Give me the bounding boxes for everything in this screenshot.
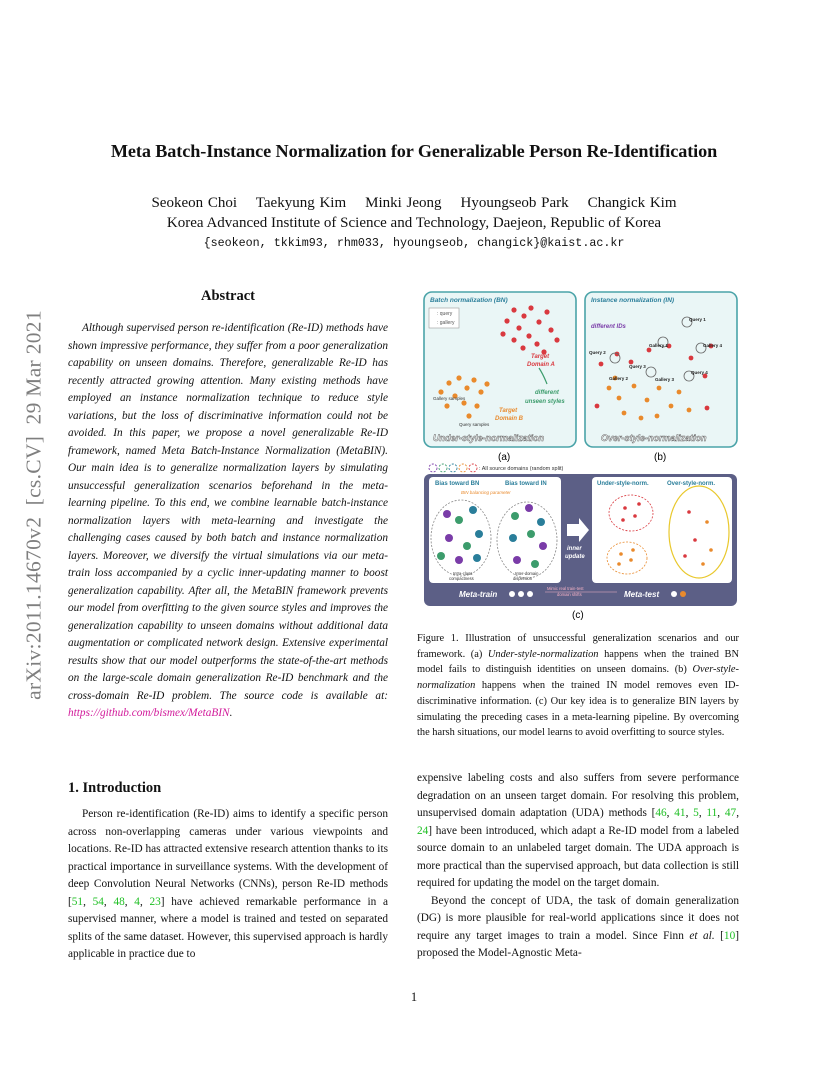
citation[interactable]: 11 (706, 807, 718, 819)
subfigure-b-label: (b) (654, 452, 667, 463)
citation[interactable]: 51 (71, 895, 84, 908)
citation[interactable]: 48 (113, 895, 125, 908)
over-norm-label: Over-style-norm. (667, 481, 716, 487)
inter-domain-label: Inter-domain (515, 571, 539, 576)
subfigure-c-label: (c) (572, 610, 584, 621)
caption-text-c: happens when the trained IN model removes even ID-discriminative information. (c) Our key idea is to generalize BIN layers by simulating the preceding cases in a meta-learning pipeline. By overcoming the harsh situations, our model learns to avoid overfitting to source styles. (417, 680, 739, 739)
target-b-label-2: Domain B (495, 416, 524, 422)
meta-train-label: Meta-train (459, 590, 498, 599)
query-samples-label: Query samples (459, 422, 490, 427)
query-1-label: Query 1 (689, 317, 706, 322)
target-a-label: Target (531, 354, 550, 360)
right-text-b: ] have been introduced, which adapt a Re-ID model from a labeled source domain to an unlabeled target domain. The UDA approach is more practical than the supervised approach, but data collection is still required for updating the model on the target domain. (417, 824, 739, 889)
query-3-label: Query 3 (629, 364, 646, 369)
update-label: update (565, 554, 585, 560)
caption-text-b: happens when the trained BN model fails to distinguish identities on unseen domains. (b) (417, 648, 739, 676)
arxiv-id: arXiv:2011.14670v2 [cs.CV] 29 Mar 2021 (21, 310, 46, 700)
citation[interactable]: 23 (149, 895, 161, 908)
abstract-body: Although supervised person re-identification (Re-ID) methods have shown impressive performance, they suffer from a poor generalization capability on unseen domains. Therefore, generalizable Re-ID has recently attracted growing attention. Many existing methods have employed an instance normalization technique to reduce style variations, but the loss of discriminative information could not be avoided. In this paper, we propose a novel generalizable Re-ID framework, named Meta Batch-Instance Normalization (MetaBIN). Our main idea is to generalize normalization layers by simulating unsuccessful generalization scenarios beforehand in the meta-learning pipeline. To this end, we combine learnable batch-instance normalization layers with meta-learning and investigate the challenging cases caused by both batch and instance normalization layers. Moreover, we diversify the virtual simulations via our meta-train loss accompanied by a cyclic inner-updating manner to boost generalization capability. After all, the MetaBIN framework prevents our model from overfitting to the given source styles and improves the generalization capability to unseen domains without additional data augmentation or complicated network design. Extensive experimental results show that our model outperforms the state-of-the-art methods on the large-scale domain generalization Re-ID benchmark and the cross-domain Re-ID problem. The source code is available at: https://github.com/bismex/MetaBIN. (68, 322, 388, 719)
mimic-label: Mimic real train-test (547, 586, 584, 591)
subfigure-a-label: (a) (498, 452, 511, 463)
query-2-label: Query 2 (589, 350, 606, 355)
different-ids-label: different IDs (591, 324, 626, 330)
under-normalization-label: Under-style-normalization (433, 433, 545, 443)
mimic-label-2: domain shifts (557, 592, 582, 597)
right-text-c: Beyond the concept of UDA, the task of domain generalization (DG) is more plausible for real-world applications since it does not require any target images to train a model. Since Finn (417, 894, 739, 942)
citation[interactable]: 10 (723, 929, 736, 942)
abstract-heading: Abstract (201, 288, 255, 304)
intro-text-b: ] have achieved remarkable performance in a supervised manner, where a model is trained and tested on separated splits of the same dataset. However, this supervised approach is hardly applicable in practice due to (68, 895, 388, 960)
caption-label: Figure 1. (417, 633, 459, 644)
right-paragraph-2: Beyond the concept of UDA, the task of domain generalization (DG) is more plausible for real-world applications since it does not require any target images to train a model. Since Finn et al. [10] proposed the Model-Agnostic Meta- (417, 894, 739, 959)
right-column-text (417, 770, 739, 963)
caption-text-a: Illustration of unsuccessful generalization scenarios and our framework. (a) (417, 633, 739, 660)
inner-label: inner (567, 546, 582, 552)
dispersion-label: dispersion (513, 576, 533, 581)
citation[interactable]: 46 (655, 807, 667, 819)
right-etal: et al. (689, 929, 715, 942)
target-b-label: Target (499, 408, 518, 414)
citation[interactable]: 54 (92, 895, 104, 908)
citation[interactable]: 47 (724, 807, 737, 819)
citation[interactable]: 5 (693, 807, 699, 819)
bin-balancing-label: BIN balancing parameter (461, 490, 511, 495)
section-heading-introduction: 1. Introduction (68, 780, 162, 796)
bias-bn-label: Bias toward BN (435, 481, 480, 487)
right-text-a: expensive labeling costs and also suffers from severe performance degradation on an unseen target domain. For resolving this problem, unsupervised domain adaptation (UDA) methods [ (417, 772, 739, 819)
panel-a-title: Batch normalization (BN) (430, 297, 508, 304)
gallery-1-label: Gallery 1 (649, 343, 669, 348)
figure-1 (419, 288, 741, 623)
compactness-label: compactness (449, 576, 474, 581)
caption-term-b: Over-style-normalization (417, 664, 739, 692)
different-label: different (535, 390, 559, 396)
abstract-text: Although supervised person re-identification (Re-ID) methods have shown impressive performance, they suffer from a poor generalization capability on unseen domains. Therefore, generalizable Re-ID has recently attracted growing attention. Many existing methods have employed an instance normalization technique to reduce style variations, but the loss of discriminative information could not be avoided. In this paper, we propose a novel generalizable Re-ID framework, named Meta Batch-Instance Normalization (MetaBIN). Our main idea is to generalize normalization layers by simulating unsuccessful generalization scenarios beforehand in the meta-learning pipeline. To this end, we combine learnable batch-instance normalization layers with meta-learning and investigate the challenging cases caused by both batch and instance normalization layers. Moreover, we diversify the virtual simulations via our meta-train loss accompanied by a cyclic inner-updating manner to boost generalization capability. After all, the MetaBIN framework prevents our model from overfitting to the given source styles and improves the generalization capability to unseen domains without additional data augmentation or complicated network design. Extensive experimental results show that our model outperforms the state-of-the-art methods on the large-scale domain generalization Re-ID benchmark and the cross-domain Re-ID problem. The source code is available at: (68, 322, 388, 702)
intro-paragraph: Person re-identification (Re-ID) aims to identify a specific person across non-overlapping cameras under various viewpoints and locations. Re-ID has attracted extensive research attention thanks to its practical importance in surveillance systems. With the development of deep Convolution Neural Networks (CNNs), person Re-ID methods [51, 54, 48, 4, 23] have achieved remarkable performance in a supervised manner, where a model is trained and tested on separated splits of the same dataset. However, this supervised approach is hardly applicable in practice due to (68, 808, 388, 960)
figure-caption (417, 631, 739, 741)
source-code-link[interactable]: https://github.com/bismex/MetaBIN (68, 707, 230, 719)
query-4-label: Query 4 (691, 370, 708, 375)
author-list: Seokeon Choi Taekyung Kim Minki Jeong Hyoungseob Park Changick Kim (151, 195, 677, 211)
citation[interactable]: 24 (417, 824, 429, 837)
paper-title: Meta Batch-Instance Normalization for Generalizable Person Re-Identification (110, 141, 718, 161)
legend-gallery: : gallery (437, 320, 455, 326)
legend-query: : query (437, 311, 453, 317)
unseen-styles-label: unseen styles (525, 399, 565, 405)
gallery-4-label: Gallery 4 (703, 343, 723, 348)
source-domain-legend-icons (429, 464, 477, 472)
citation[interactable]: 4 (134, 895, 140, 908)
bias-in-label: Bias toward IN (505, 481, 547, 487)
gallery-3-label: Gallery 3 (655, 377, 675, 382)
caption-term-a: Under-style-normalization (487, 648, 599, 660)
all-source-domains-label: : All source domains (random split) (479, 466, 564, 472)
citation[interactable]: 41 (674, 807, 686, 819)
gallery-samples-label: Gallery samples (433, 396, 466, 401)
gallery-2-label: Gallery 2 (609, 376, 629, 381)
over-normalization-label: Over-style-normalization (601, 433, 707, 443)
panel-b-title: Instance normalization (IN) (591, 297, 675, 304)
intro-text-a: Person re-identification (Re-ID) aims to identify a specific person across non-overlapping cameras under various viewpoints and locations. Re-ID has attracted extensive research attention thanks to its practical importance in surveillance systems. With the development of deep Convolution Neural Networks (CNNs), person Re-ID methods [ (68, 808, 388, 908)
right-text-d: proposed the Model-Agnostic Meta- (417, 947, 582, 959)
right-paragraph-1: expensive labeling costs and also suffers from severe performance degradation on an unseen target domain. For resolving this problem, unsupervised domain adaptation (UDA) methods [46, 41, 5, 11, 47, 24] have been introduced, which adapt a Re-ID model from a labeled source domain to an unlabeled target domain. The UDA approach is more practical than the supervised approach, but data collection is still required for updating the model on the target domain. (417, 772, 740, 889)
author-emails: {seokeon, tkkim93, rhm033, hyoungseob, changick}@kaist.ac.kr (203, 236, 625, 250)
arxiv-sidebar (4, 255, 64, 755)
affiliation: Korea Advanced Institute of Science and Technology, Daejeon, Republic of Korea (166, 215, 662, 231)
meta-test-label: Meta-test (624, 590, 660, 599)
under-norm-label: Under-style-norm. (597, 481, 649, 487)
intra-class-label: Intra-class (453, 571, 473, 576)
panel-b-box (585, 292, 737, 447)
target-a-label-2: Domain A (527, 362, 555, 368)
page-number: 1 (410, 990, 418, 1004)
